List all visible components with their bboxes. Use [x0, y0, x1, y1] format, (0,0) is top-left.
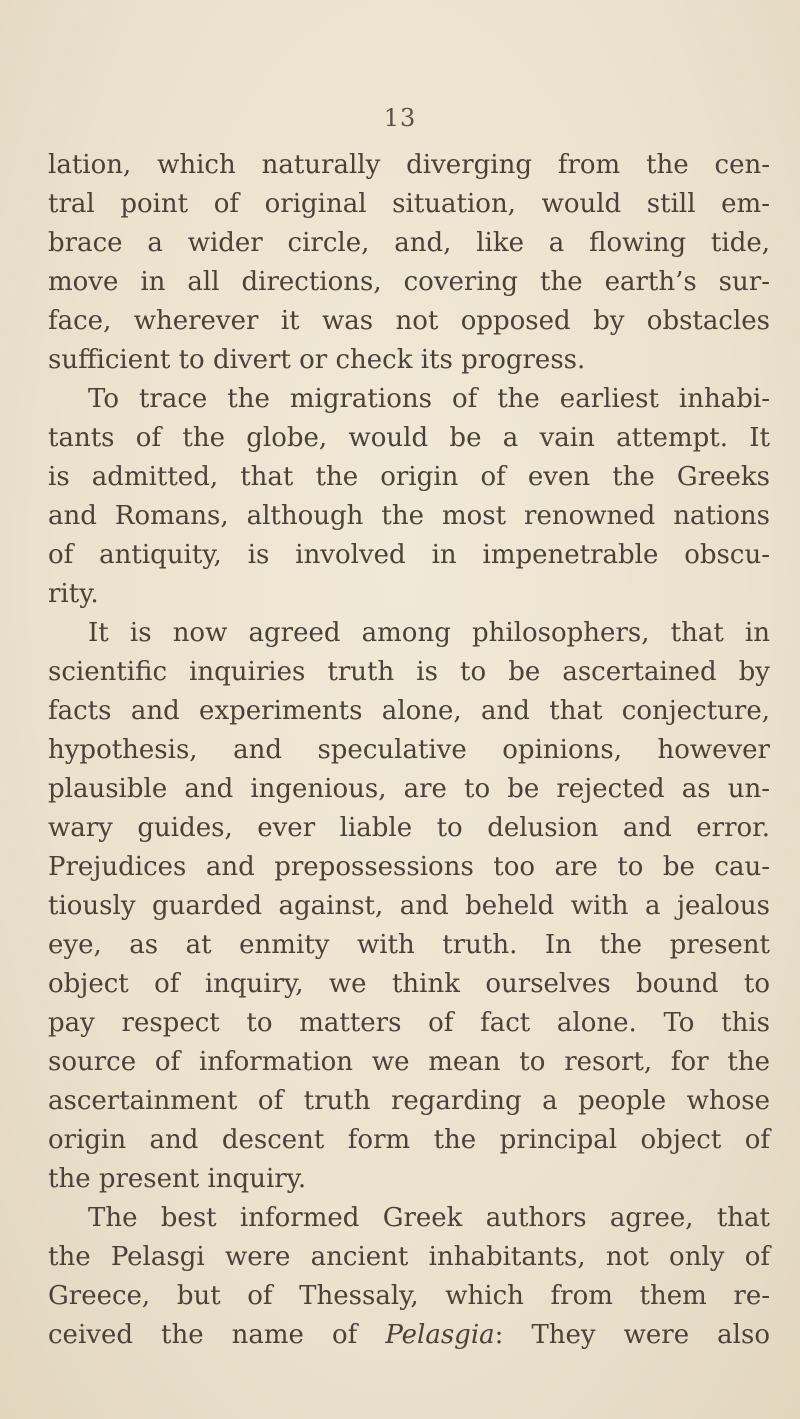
page-number: 13 [383, 104, 417, 132]
text-line: the Pelasgi were ancient inhabitants, not only of [48, 1242, 770, 1272]
text-line: rity. [48, 579, 99, 609]
paragraph-start-line: To trace the migrations of the earliest inhabi- [88, 384, 770, 414]
text-line: hypothesis, and speculative opinions, however [48, 735, 770, 765]
paragraph-start-line: The best informed Greek authors agree, that [88, 1203, 770, 1233]
text-line: move in all directions, covering the earth’s sur- [48, 267, 770, 297]
text-line: and Romans, although the most renowned nations [48, 501, 770, 531]
text-line: scientific inquiries truth is to be ascertained by [48, 657, 770, 687]
text-line: is admitted, that the origin of even the Greeks [48, 462, 770, 492]
italic-term: Pelasgia [385, 1320, 495, 1350]
text-line: tral point of original situation, would still em- [48, 189, 770, 219]
text-line: source of information we mean to resort, for the [48, 1047, 770, 1077]
text-line: ascertainment of truth regarding a people whose [48, 1086, 770, 1116]
text-line: object of inquiry, we think ourselves bound to [48, 969, 770, 999]
text-line: tiously guarded against, and beheld with a jealous [48, 891, 770, 921]
paragraph-start-line: It is now agreed among philosophers, that in [88, 618, 770, 648]
text-segment: : They were also [494, 1320, 770, 1350]
text-line: tants of the globe, would be a vain attempt. It [48, 423, 770, 453]
body-text [48, 146, 770, 1355]
text-line: of antiquity, is involved in impenetrable obscu- [48, 540, 770, 570]
text-line: facts and experiments alone, and that conjecture, [48, 696, 770, 726]
text-line: face, wherever it was not opposed by obstacles [48, 306, 770, 336]
text-line: Greece, but of Thessaly, which from them re- [48, 1281, 770, 1311]
text-line: origin and descent form the principal object of [48, 1125, 770, 1155]
text-line: eye, as at enmity with truth. In the present [48, 930, 770, 960]
text-line: pay respect to matters of fact alone. To this [48, 1008, 770, 1038]
text-line: lation, which naturally diverging from the cen- [48, 150, 770, 180]
text-line: plausible and ingenious, are to be rejected as un- [48, 774, 770, 804]
text-line: Prejudices and prepossessions too are to be cau- [48, 852, 770, 882]
text-line: brace a wider circle, and, like a flowing tide, [48, 228, 770, 258]
text-line: the present inquiry. [48, 1164, 307, 1194]
text-line: wary guides, ever liable to delusion and error. [48, 813, 770, 843]
text-segment: ceived the name of [48, 1320, 386, 1350]
text-line-with-italic [48, 1316, 770, 1355]
text-line: sufficient to divert or check its progress. [48, 345, 586, 375]
